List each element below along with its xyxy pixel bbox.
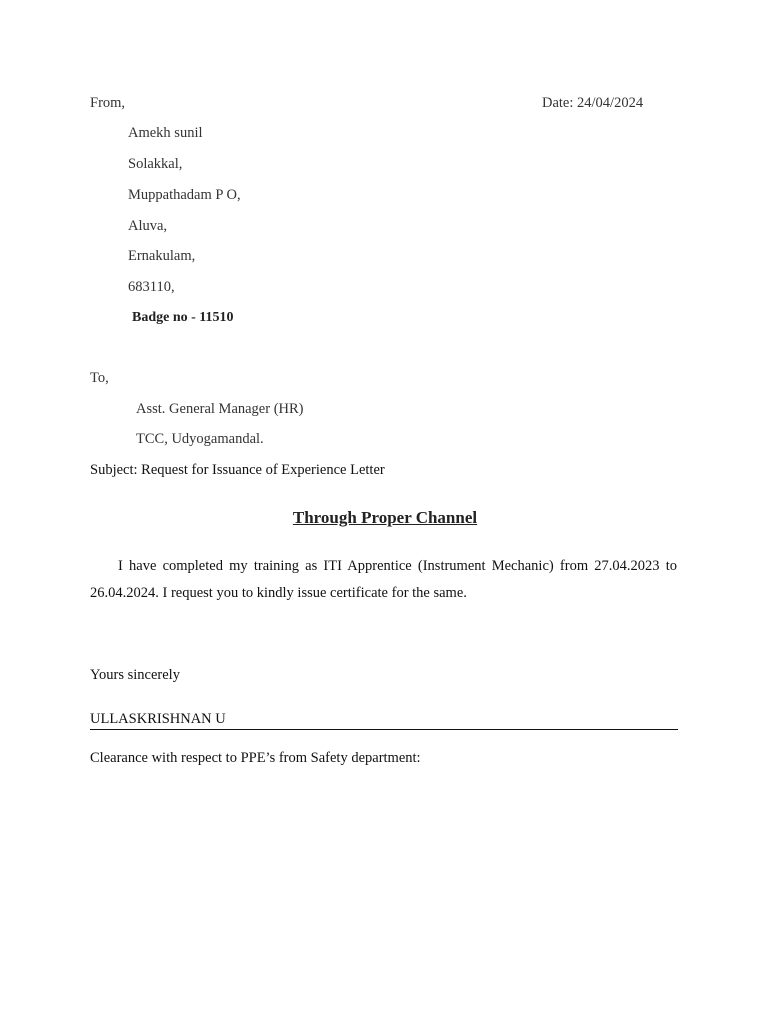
to-label: To, <box>90 370 109 386</box>
subject-line: Subject: Request for Issuance of Experience Letter <box>90 462 385 478</box>
channel-heading: Through Proper Channel <box>292 508 478 527</box>
signature-divider <box>90 729 678 730</box>
recipient-organization: TCC, Udyogamandal. <box>136 431 264 447</box>
sender-address-line: Solakkal, <box>128 156 183 172</box>
sender-address-line: Ernakulam, <box>128 248 196 264</box>
sender-pincode: 683110, <box>128 279 175 295</box>
from-label: From, <box>90 95 126 111</box>
sender-address-line: Aluva, <box>128 218 168 234</box>
clearance-note: Clearance with respect to PPE’s from Safety department: <box>90 750 421 766</box>
body-paragraph: I have completed my training as ITI Apprentice (Instrument Mechanic) from 27.04.2023 to 26.04.2024. I request you to kindly issue certificate for the same. <box>90 558 677 601</box>
badge-number: Badge no - 11510 <box>132 310 234 325</box>
recipient-designation: Asst. General Manager (HR) <box>136 401 304 417</box>
sender-address-line: Muppathadam P O, <box>128 187 241 203</box>
sender-name: Amekh sunil <box>128 125 203 141</box>
signatory-name: ULLASKRISHNAN U <box>90 711 226 727</box>
letter-date: Date: 24/04/2024 <box>542 95 644 111</box>
closing-salutation: Yours sincerely <box>90 667 180 683</box>
